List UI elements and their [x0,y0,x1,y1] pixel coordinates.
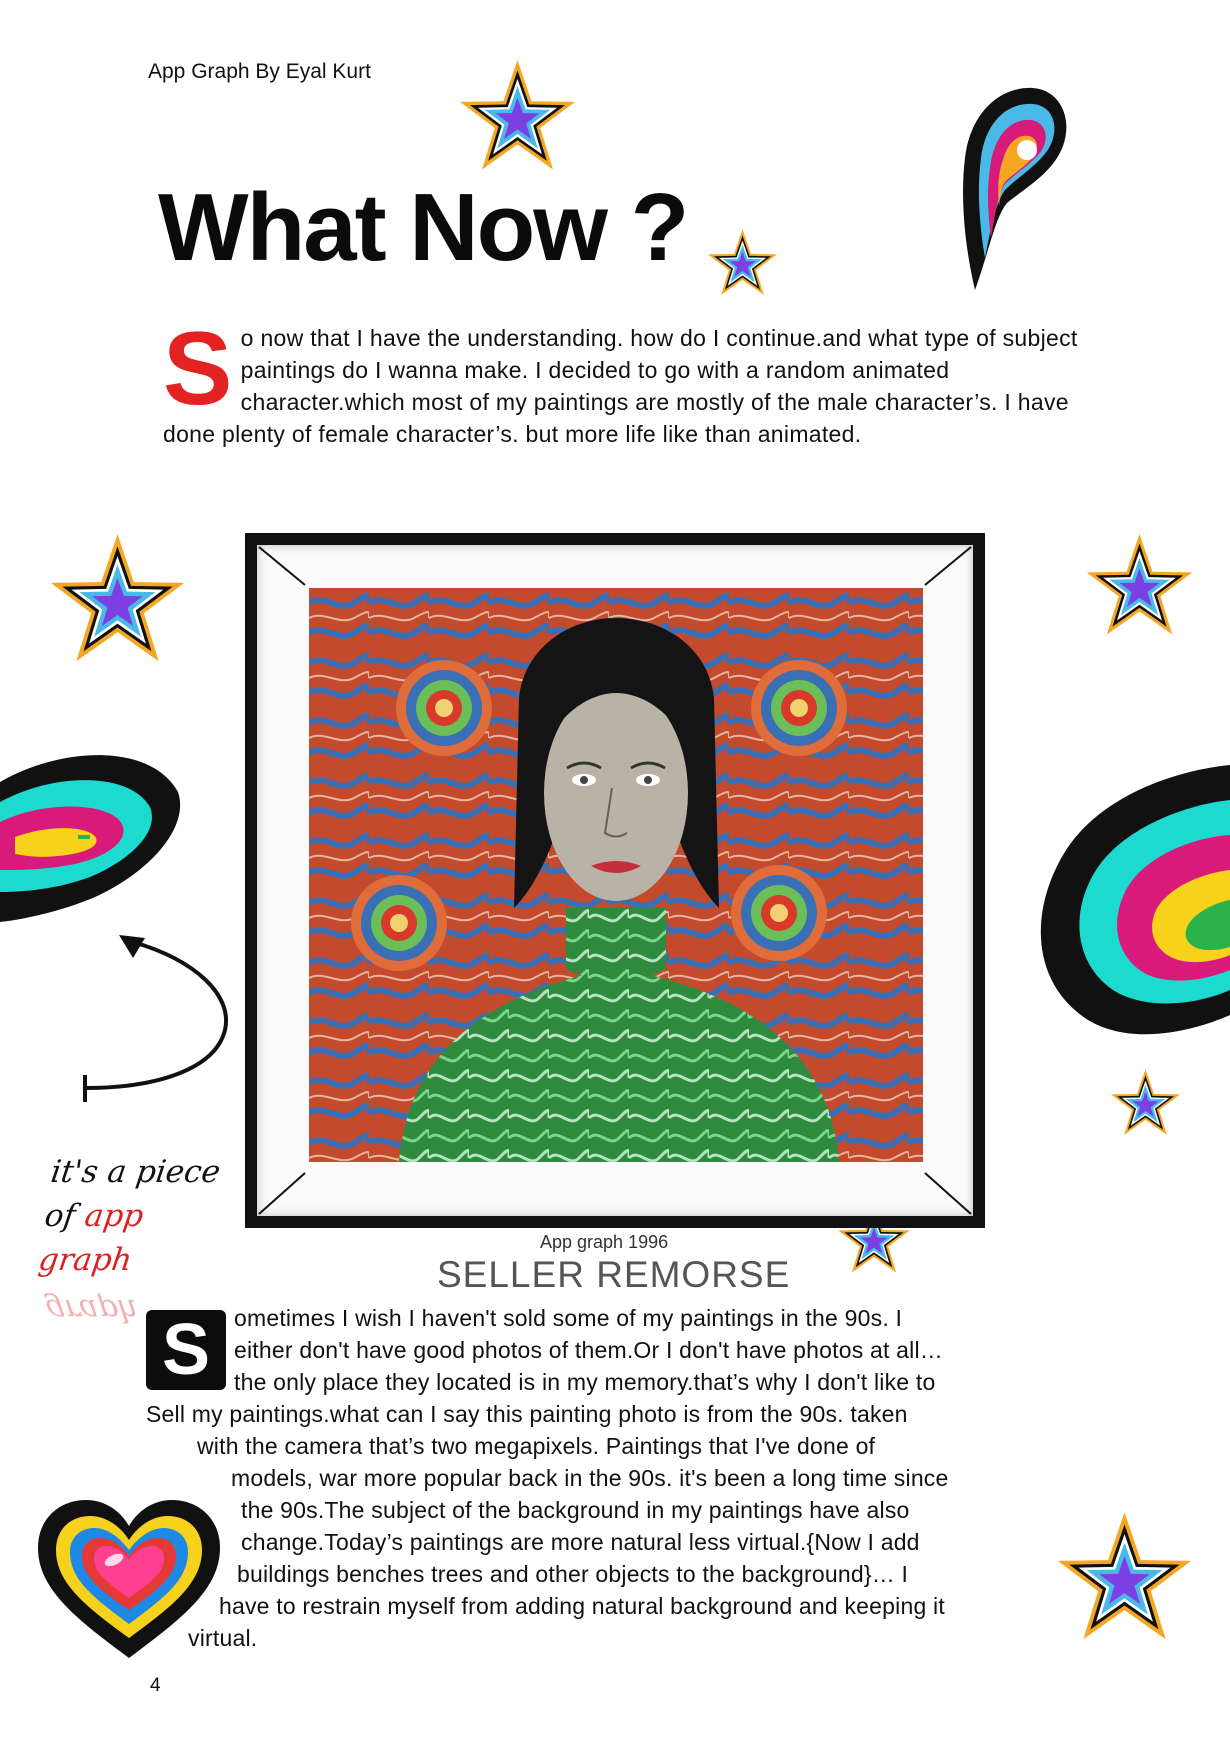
figure-caption: App graph 1996 [540,1232,669,1252]
intro-dropcap: S [163,311,233,427]
story-line: the only place they located is in my memory.that’s why I don't like to [234,1369,936,1395]
side-note [36,1150,223,1282]
intro-text: o now that I have the understanding. how do I continue.and what type of subject paintings do I wanna make. I decided to go with a random animated character.which most of my paintings are mostly of the male character’s. I have done plenty of female character’s. but more life like than animated. [163,325,1078,447]
star-icon [45,532,190,677]
story-line: virtual. [188,1625,258,1651]
star-icon [705,228,780,303]
star-icon [1082,532,1197,647]
portrait-painting [309,588,923,1162]
side-note-of: of [42,1198,88,1234]
story-line: models, war more popular back in the 90s. it's been a long time since [231,1465,949,1491]
page-number: 4 [150,1675,161,1696]
story-line: buildings benches trees and other objects to the background}… I [237,1561,909,1587]
painting-frame [245,533,985,1228]
paisley-left-icon [0,752,185,927]
story-line: either don't have good photos of them.Or I don't have photos at all… [234,1337,943,1363]
paisley-right-icon [1018,765,1230,1055]
intro-paragraph [163,311,1078,450]
side-note-app: app [82,1198,146,1234]
star-icon [1108,1068,1183,1143]
page-title: What Now ? [158,174,688,281]
story-line: with the camera that’s two megapixels. Paintings that I've done of [197,1433,876,1459]
story-line: Sell my paintings.what can I say this painting photo is from the 90s. taken [146,1401,908,1427]
side-note-line-1: it's a piece [48,1154,223,1190]
story-line: ometimes I wish I haven't sold some of my paintings in the 90s. I [234,1305,903,1331]
story-line: the 90s.The subject of the background in my paintings have also [241,1497,910,1523]
curved-arrow-icon [75,930,240,1105]
swirl-letter-p-icon [955,78,1075,298]
story-line: have to restrain myself from adding natural background and keeping it [219,1593,945,1619]
story-dropcap: S [146,1310,226,1390]
star-icon [455,58,580,183]
side-note-reflection: graph [42,1292,141,1328]
story-line: change.Today’s paintings are more natural less virtual.{Now I add [241,1529,920,1555]
star-icon [1052,1510,1197,1655]
header-credit: App Graph By Eyal Kurt [148,60,371,83]
section-subtitle: SELLER REMORSE [437,1254,791,1295]
side-note-line-3: graph [36,1242,135,1278]
